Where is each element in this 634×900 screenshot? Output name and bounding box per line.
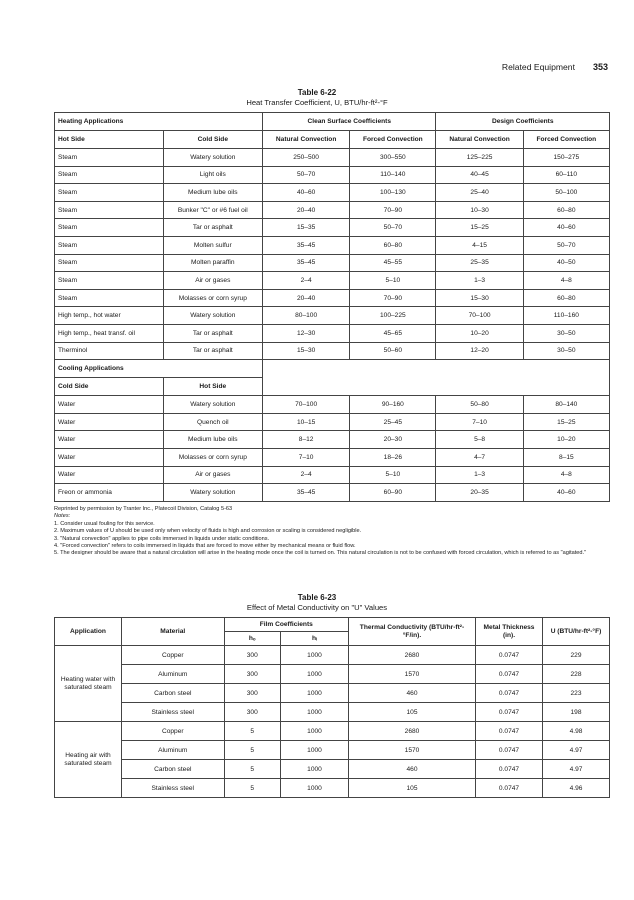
design-natural-cell: 4–7	[436, 448, 523, 466]
clean-natural-cell: 35–45	[263, 254, 350, 272]
heating-applications-header: Heating Applications	[55, 113, 263, 131]
page-number: 353	[592, 62, 608, 72]
material-cell: Stainless steel	[122, 703, 225, 722]
ho-cell: 5	[224, 722, 280, 741]
design-natural-cell: 1–3	[436, 272, 523, 290]
hot-side-cell: High temp., heat transf. oil	[55, 324, 164, 342]
material-cell: Copper	[122, 722, 225, 741]
design-forced-cell: 40–60	[523, 219, 609, 237]
hot-side-cell: Water	[55, 466, 164, 484]
design-natural-cell: 4–15	[436, 236, 523, 254]
clean-natural-cell: 250–500	[263, 149, 350, 167]
cold-side-cell: Molasses or corn syrup	[163, 289, 262, 307]
cold-side-cell: Quench oil	[163, 413, 262, 431]
design-natural-cell: 5–8	[436, 431, 523, 449]
table-notes	[54, 506, 614, 558]
u-value-cell: 229	[543, 646, 610, 665]
table-number: Table 6-23	[297, 593, 337, 602]
u-value-header: U (BTU/hr-ft²-°F)	[543, 618, 610, 646]
design-forced-cell: 40–50	[523, 254, 609, 272]
forced-convection-header: Forced Convection	[523, 131, 609, 149]
design-natural-cell: 40–45	[436, 166, 523, 184]
clean-natural-cell: 15–35	[263, 219, 350, 237]
design-natural-cell: 10–30	[436, 201, 523, 219]
reprint-credit: Reprinted by permission by Tranter Inc., Platecoil Division, Catalog 5-63	[54, 506, 233, 512]
hi-header: hᵢ	[280, 632, 348, 646]
clean-forced-cell: 60–80	[350, 236, 436, 254]
clean-natural-cell: 2–4	[263, 272, 350, 290]
cold-side-cell: Watery solution	[163, 149, 262, 167]
table-row	[55, 466, 610, 484]
table-6-22-title	[0, 88, 634, 108]
clean-forced-cell: 5–10	[350, 466, 436, 484]
table-caption: Heat Transfer Coefficient, U, BTU/hr-ft²-°F	[246, 98, 388, 107]
cold-side-cell: Light oils	[163, 166, 262, 184]
hot-side-cell: Freon or ammonia	[55, 484, 164, 502]
thermal-conductivity-cell: 1570	[349, 741, 476, 760]
table-row	[55, 484, 610, 502]
u-value-cell: 4.98	[543, 722, 610, 741]
cold-side-header: Cold Side	[163, 131, 262, 149]
thermal-conductivity-cell: 2680	[349, 722, 476, 741]
forced-convection-header: Forced Convection	[350, 131, 436, 149]
design-forced-cell: 4–8	[523, 272, 609, 290]
design-forced-cell: 60–80	[523, 201, 609, 219]
ho-cell: 300	[224, 703, 280, 722]
table-row	[55, 448, 610, 466]
hi-cell: 1000	[280, 722, 348, 741]
clean-forced-cell: 70–90	[350, 289, 436, 307]
thermal-conductivity-cell: 105	[349, 703, 476, 722]
metal-thickness-cell: 0.0747	[476, 722, 543, 741]
application-cell: Heating air with saturated steam	[55, 722, 122, 798]
ho-cell: 300	[224, 684, 280, 703]
material-cell: Stainless steel	[122, 779, 225, 798]
clean-natural-cell: 8–12	[263, 431, 350, 449]
u-value-cell: 228	[543, 665, 610, 684]
cold-side-cell: Tar or asphalt	[163, 342, 262, 360]
thermal-conductivity-cell: 105	[349, 779, 476, 798]
cold-side-cell: Air or gases	[163, 272, 262, 290]
ho-cell: 300	[224, 665, 280, 684]
metal-thickness-cell: 0.0747	[476, 779, 543, 798]
table-row	[55, 342, 610, 360]
cold-side-header: Cold Side	[55, 378, 164, 396]
u-value-cell: 198	[543, 703, 610, 722]
cold-side-cell: Tar or asphalt	[163, 219, 262, 237]
hot-side-cell: Water	[55, 448, 164, 466]
clean-forced-cell: 50–70	[350, 219, 436, 237]
clean-natural-cell: 10–15	[263, 413, 350, 431]
hot-side-cell: Steam	[55, 219, 164, 237]
cold-side-cell: Bunker "C" or #6 fuel oil	[163, 201, 262, 219]
table-row	[55, 779, 610, 798]
hi-cell: 1000	[280, 646, 348, 665]
hi-cell: 1000	[280, 665, 348, 684]
design-natural-cell: 15–25	[436, 219, 523, 237]
table-row	[55, 184, 610, 202]
clean-natural-cell: 50–70	[263, 166, 350, 184]
metal-thickness-cell: 0.0747	[476, 684, 543, 703]
table-row	[55, 324, 610, 342]
metal-thickness-cell: 0.0747	[476, 665, 543, 684]
design-forced-cell: 10–20	[523, 431, 609, 449]
thermal-conductivity-cell: 460	[349, 760, 476, 779]
hi-cell: 1000	[280, 684, 348, 703]
material-cell: Carbon steel	[122, 760, 225, 779]
design-natural-cell: 10–20	[436, 324, 523, 342]
natural-convection-header: Natural Convection	[263, 131, 350, 149]
metal-thickness-cell: 0.0747	[476, 703, 543, 722]
design-forced-cell: 110–160	[523, 307, 609, 325]
table-row	[55, 219, 610, 237]
hot-side-header: Hot Side	[163, 378, 262, 396]
hot-side-cell: Steam	[55, 236, 164, 254]
design-natural-cell: 50–80	[436, 396, 523, 414]
note-item: 1. Consider usual fouling for this service.	[54, 520, 155, 527]
design-forced-cell: 30–50	[523, 324, 609, 342]
hot-side-cell: Steam	[55, 184, 164, 202]
design-forced-cell: 40–60	[523, 484, 609, 502]
design-forced-cell: 150–275	[523, 149, 609, 167]
hot-side-cell: Therminol	[55, 342, 164, 360]
thermal-conductivity-header: Thermal Conductivity (BTU/hr-ft²-°F/in).	[349, 618, 476, 646]
cold-side-cell: Watery solution	[163, 307, 262, 325]
material-cell: Copper	[122, 646, 225, 665]
cold-side-cell: Air or gases	[163, 466, 262, 484]
table-row	[55, 396, 610, 414]
design-forced-cell: 30–50	[523, 342, 609, 360]
design-forced-cell: 80–140	[523, 396, 609, 414]
clean-natural-cell: 20–40	[263, 289, 350, 307]
u-value-cell: 4.96	[543, 779, 610, 798]
clean-natural-cell: 70–100	[263, 396, 350, 414]
cold-side-cell: Watery solution	[163, 484, 262, 502]
hot-side-cell: Steam	[55, 201, 164, 219]
design-natural-cell: 25–35	[436, 254, 523, 272]
clean-forced-cell: 100–130	[350, 184, 436, 202]
clean-forced-cell: 18–26	[350, 448, 436, 466]
section-title: Related Equipment	[501, 62, 575, 72]
hot-side-header: Hot Side	[55, 131, 164, 149]
design-coefficients-header: Design Coefficients	[436, 113, 610, 131]
design-natural-cell: 25–40	[436, 184, 523, 202]
clean-forced-cell: 25–45	[350, 413, 436, 431]
thermal-conductivity-cell: 2680	[349, 646, 476, 665]
design-natural-cell: 70–100	[436, 307, 523, 325]
clean-natural-cell: 80–100	[263, 307, 350, 325]
metal-thickness-cell: 0.0747	[476, 646, 543, 665]
table-row	[55, 760, 610, 779]
table-row	[55, 149, 610, 167]
table-row	[55, 289, 610, 307]
table-row	[55, 741, 610, 760]
design-forced-cell: 15–25	[523, 413, 609, 431]
application-header: Application	[55, 618, 122, 646]
clean-forced-cell: 110–140	[350, 166, 436, 184]
clean-natural-cell: 35–45	[263, 236, 350, 254]
table-row	[55, 431, 610, 449]
cold-side-cell: Tar or asphalt	[163, 324, 262, 342]
table-row	[55, 665, 610, 684]
hot-side-cell: Steam	[55, 166, 164, 184]
note-item: 4. "Forced convection" refers to coils immersed in liquids that are forced to move either by mechanical means or fluid flow.	[54, 543, 356, 550]
hot-side-cell: High temp., hot water	[55, 307, 164, 325]
ho-cell: 5	[224, 760, 280, 779]
clean-natural-cell: 20–40	[263, 201, 350, 219]
clean-forced-cell: 90–160	[350, 396, 436, 414]
film-coefficients-header: Film Coefficients	[224, 618, 348, 632]
cold-side-cell: Watery solution	[163, 396, 262, 414]
clean-forced-cell: 70–90	[350, 201, 436, 219]
blank-cell	[263, 360, 610, 396]
clean-forced-cell: 100–225	[350, 307, 436, 325]
clean-forced-cell: 45–65	[350, 324, 436, 342]
table-row	[55, 166, 610, 184]
clean-natural-cell: 12–30	[263, 324, 350, 342]
ho-header: hₒ	[224, 632, 280, 646]
metal-thickness-header: Metal Thickness (in).	[476, 618, 543, 646]
table-row	[55, 703, 610, 722]
u-value-cell: 223	[543, 684, 610, 703]
hi-cell: 1000	[280, 703, 348, 722]
table-6-22	[54, 112, 610, 502]
u-value-cell: 4.97	[543, 760, 610, 779]
metal-thickness-cell: 0.0747	[476, 741, 543, 760]
clean-natural-cell: 15–30	[263, 342, 350, 360]
clean-natural-cell: 7–10	[263, 448, 350, 466]
ho-cell: 5	[224, 741, 280, 760]
table-6-23	[54, 617, 610, 798]
hot-side-cell: Steam	[55, 272, 164, 290]
design-forced-cell: 8–15	[523, 448, 609, 466]
clean-forced-cell: 5–10	[350, 272, 436, 290]
hot-side-cell: Steam	[55, 289, 164, 307]
thermal-conductivity-cell: 1570	[349, 665, 476, 684]
design-natural-cell: 12–20	[436, 342, 523, 360]
design-forced-cell: 60–80	[523, 289, 609, 307]
hot-side-cell: Steam	[55, 149, 164, 167]
design-natural-cell: 20–35	[436, 484, 523, 502]
hi-cell: 1000	[280, 779, 348, 798]
table-row	[55, 684, 610, 703]
cooling-applications-header: Cooling Applications	[55, 360, 263, 378]
clean-surface-header: Clean Surface Coefficients	[263, 113, 436, 131]
table-number: Table 6-22	[297, 88, 337, 97]
material-header: Material	[122, 618, 225, 646]
ho-cell: 300	[224, 646, 280, 665]
hi-cell: 1000	[280, 760, 348, 779]
notes-label: Notes:	[54, 513, 71, 520]
metal-thickness-cell: 0.0747	[476, 760, 543, 779]
design-forced-cell: 4–8	[523, 466, 609, 484]
natural-convection-header: Natural Convection	[436, 131, 523, 149]
ho-cell: 5	[224, 779, 280, 798]
material-cell: Carbon steel	[122, 684, 225, 703]
cold-side-cell: Molasses or corn syrup	[163, 448, 262, 466]
clean-natural-cell: 40–60	[263, 184, 350, 202]
application-cell: Heating water with saturated steam	[55, 646, 122, 722]
hot-side-cell: Water	[55, 413, 164, 431]
design-forced-cell: 50–70	[523, 236, 609, 254]
clean-natural-cell: 2–4	[263, 466, 350, 484]
clean-forced-cell: 300–550	[350, 149, 436, 167]
table-row	[55, 646, 610, 665]
clean-forced-cell: 20–30	[350, 431, 436, 449]
clean-forced-cell: 60–90	[350, 484, 436, 502]
clean-forced-cell: 45–55	[350, 254, 436, 272]
hot-side-cell: Water	[55, 431, 164, 449]
hot-side-cell: Steam	[55, 254, 164, 272]
note-item: 2. Maximum values of U should be used only when velocity of fluids is high and corrosion or scaling is considered negligible.	[54, 528, 362, 535]
material-cell: Aluminum	[122, 741, 225, 760]
cold-side-cell: Medium lube oils	[163, 431, 262, 449]
note-item: 5. The designer should be aware that a natural circulation will arise in the heating mode once the coil is turned on. This natural circulation is not to be confused with forced circulation, which is referred to as "agitated."	[54, 550, 587, 557]
cold-side-cell: Molten paraffin	[163, 254, 262, 272]
table-caption: Effect of Metal Conductivity on "U" Values	[246, 603, 388, 612]
table-row	[55, 413, 610, 431]
hot-side-cell: Water	[55, 396, 164, 414]
thermal-conductivity-cell: 460	[349, 684, 476, 703]
table-row	[55, 272, 610, 290]
running-header	[502, 62, 608, 72]
design-natural-cell: 15–30	[436, 289, 523, 307]
hi-cell: 1000	[280, 741, 348, 760]
material-cell: Aluminum	[122, 665, 225, 684]
u-value-cell: 4.97	[543, 741, 610, 760]
table-6-23-title	[0, 593, 634, 613]
design-forced-cell: 60–110	[523, 166, 609, 184]
table-row	[55, 236, 610, 254]
clean-natural-cell: 35–45	[263, 484, 350, 502]
table-row	[55, 722, 610, 741]
cold-side-cell: Molten sulfur	[163, 236, 262, 254]
design-natural-cell: 7–10	[436, 413, 523, 431]
table-row	[55, 254, 610, 272]
note-item: 3. "Natural convection" applies to pipe coils immersed in liquids under static conditions.	[54, 535, 270, 542]
cold-side-cell: Medium lube oils	[163, 184, 262, 202]
design-forced-cell: 50–100	[523, 184, 609, 202]
design-natural-cell: 1–3	[436, 466, 523, 484]
design-natural-cell: 125–225	[436, 149, 523, 167]
table-row	[55, 307, 610, 325]
clean-forced-cell: 50–60	[350, 342, 436, 360]
table-row	[55, 201, 610, 219]
